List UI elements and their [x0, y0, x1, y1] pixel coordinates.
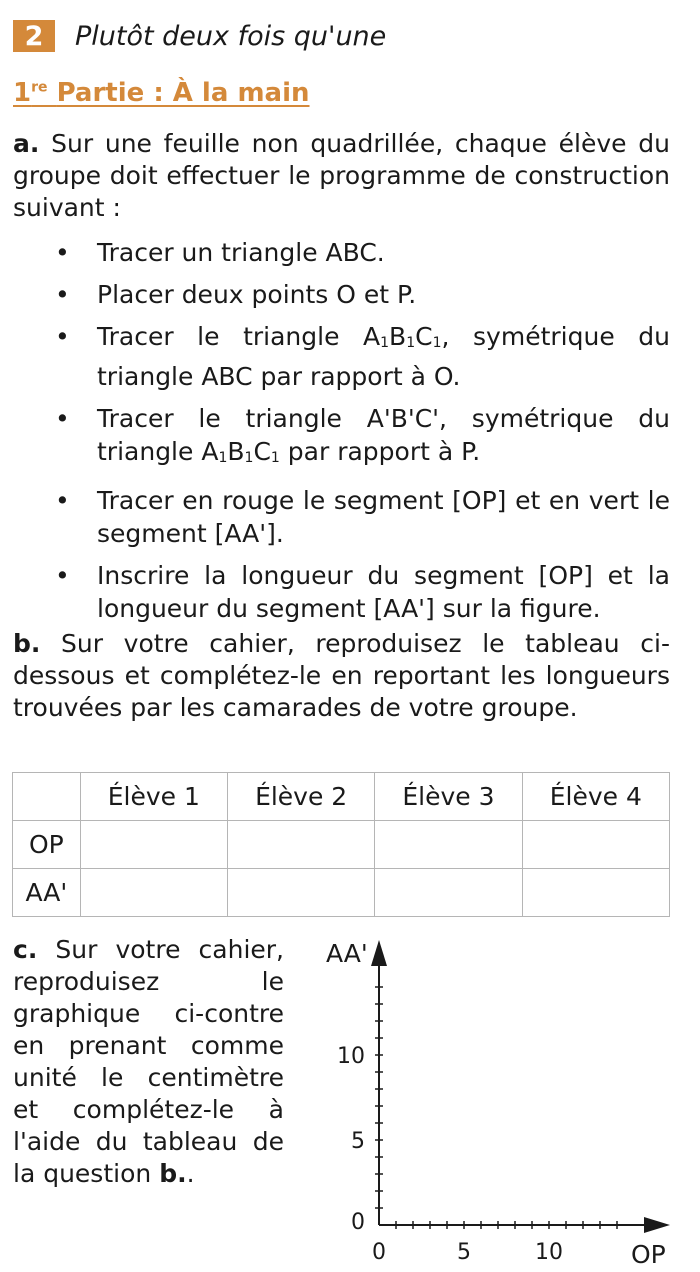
x-tick-label: 10	[535, 1240, 563, 1265]
lengths-table-body	[13, 773, 670, 917]
exercise-header	[13, 20, 386, 52]
table-cell	[375, 821, 522, 869]
question-c-end-punct: .	[186, 1159, 195, 1188]
table-header-cell: Élève 4	[522, 773, 669, 821]
op-aa-chart	[300, 930, 680, 1270]
x-axis-label: OP	[631, 1240, 666, 1269]
table-cell	[522, 869, 669, 917]
question-c-text-end: la question	[13, 1159, 152, 1188]
bullet-icon: •	[55, 404, 70, 433]
question-b	[13, 628, 670, 724]
question-c-last-line	[13, 1158, 284, 1190]
bullet-icon: •	[55, 561, 70, 590]
y-axis-arrow-icon	[371, 940, 387, 966]
table-row-label: OP	[13, 821, 81, 869]
y-tick-label: 5	[351, 1129, 365, 1154]
construction-step	[0, 402, 670, 475]
table-cell	[375, 869, 522, 917]
table-cell	[80, 869, 227, 917]
bullet-icon: •	[55, 238, 70, 267]
construction-step-text: Inscrire la longueur du segment [OP] et la longueur du segment [AA'] sur la figure.	[97, 561, 670, 623]
chart-tick-labels	[337, 1044, 563, 1265]
construction-step-text: Tracer le triangle A'B'C', symétrique du triangle $A_1B_1C_1$ par rapport à P.	[97, 404, 670, 466]
y-axis-label: AA'	[326, 939, 368, 968]
part-title-text: Partie : À la main	[56, 78, 310, 108]
construction-step	[0, 320, 670, 393]
construction-step	[0, 236, 670, 269]
question-c	[13, 934, 284, 1190]
question-a-label: a.	[13, 129, 40, 158]
question-c-ref: b.	[159, 1159, 187, 1188]
question-a-text: Sur une feuille non quadrillée, chaque élève du groupe doit effectuer le programme de construction suivant :	[13, 129, 670, 222]
x-axis-arrow-icon	[644, 1217, 670, 1233]
table-header-cell: Élève 2	[227, 773, 374, 821]
y-tick-label: 0	[351, 1210, 365, 1235]
chart-axes	[371, 940, 670, 1233]
question-c-label: c.	[13, 935, 38, 964]
chart-ticks	[375, 987, 617, 1229]
exercise-number-badge: 2	[13, 20, 55, 52]
question-b-text: Sur votre cahier, reproduisez le tableau ci-dessous et complétez-le en reportant les longueurs trouvées par les camarades de votre groupe.	[13, 629, 670, 722]
bullet-icon: •	[55, 322, 70, 351]
table-cell	[227, 869, 374, 917]
construction-step	[0, 559, 670, 625]
lengths-table	[12, 772, 670, 917]
table-header-cell: Élève 3	[375, 773, 522, 821]
question-c-text: Sur votre cahier, reproduisez le graphique ci-contre en prenant comme unité le centimètre et complétez-le à l'aide du tableau de	[13, 935, 284, 1156]
part-title	[13, 78, 310, 108]
bullet-icon: •	[55, 280, 70, 309]
table-header-row	[13, 773, 670, 821]
construction-step-text: Tracer en rouge le segment [OP] et en vert le segment [AA'].	[97, 486, 670, 548]
bullet-icon: •	[55, 486, 70, 515]
question-b-label: b.	[13, 629, 41, 658]
part-number: 1	[13, 78, 32, 108]
table-cell	[80, 821, 227, 869]
table-cell	[522, 821, 669, 869]
construction-step-text: Tracer un triangle ABC.	[97, 238, 385, 267]
table-cell	[227, 821, 374, 869]
part-number-suffix: re	[31, 79, 48, 96]
construction-step-text: Tracer le triangle $A_1B_1C_1$, symétrique du triangle ABC par rapport à O.	[97, 322, 670, 391]
construction-step	[0, 278, 670, 311]
x-tick-label: 5	[457, 1240, 471, 1265]
x-tick-label: 0	[372, 1240, 386, 1265]
exercise-title: Plutôt deux fois qu'une	[75, 20, 387, 52]
construction-step	[0, 484, 670, 550]
table-header-cell	[13, 773, 81, 821]
table-row	[13, 821, 670, 869]
construction-step-text: Placer deux points O et P.	[97, 280, 417, 309]
table-row-label: AA'	[13, 869, 81, 917]
y-tick-label: 10	[337, 1044, 365, 1069]
table-row	[13, 869, 670, 917]
table-header-cell: Élève 1	[80, 773, 227, 821]
question-a	[13, 128, 670, 224]
construction-steps-list	[0, 236, 670, 634]
